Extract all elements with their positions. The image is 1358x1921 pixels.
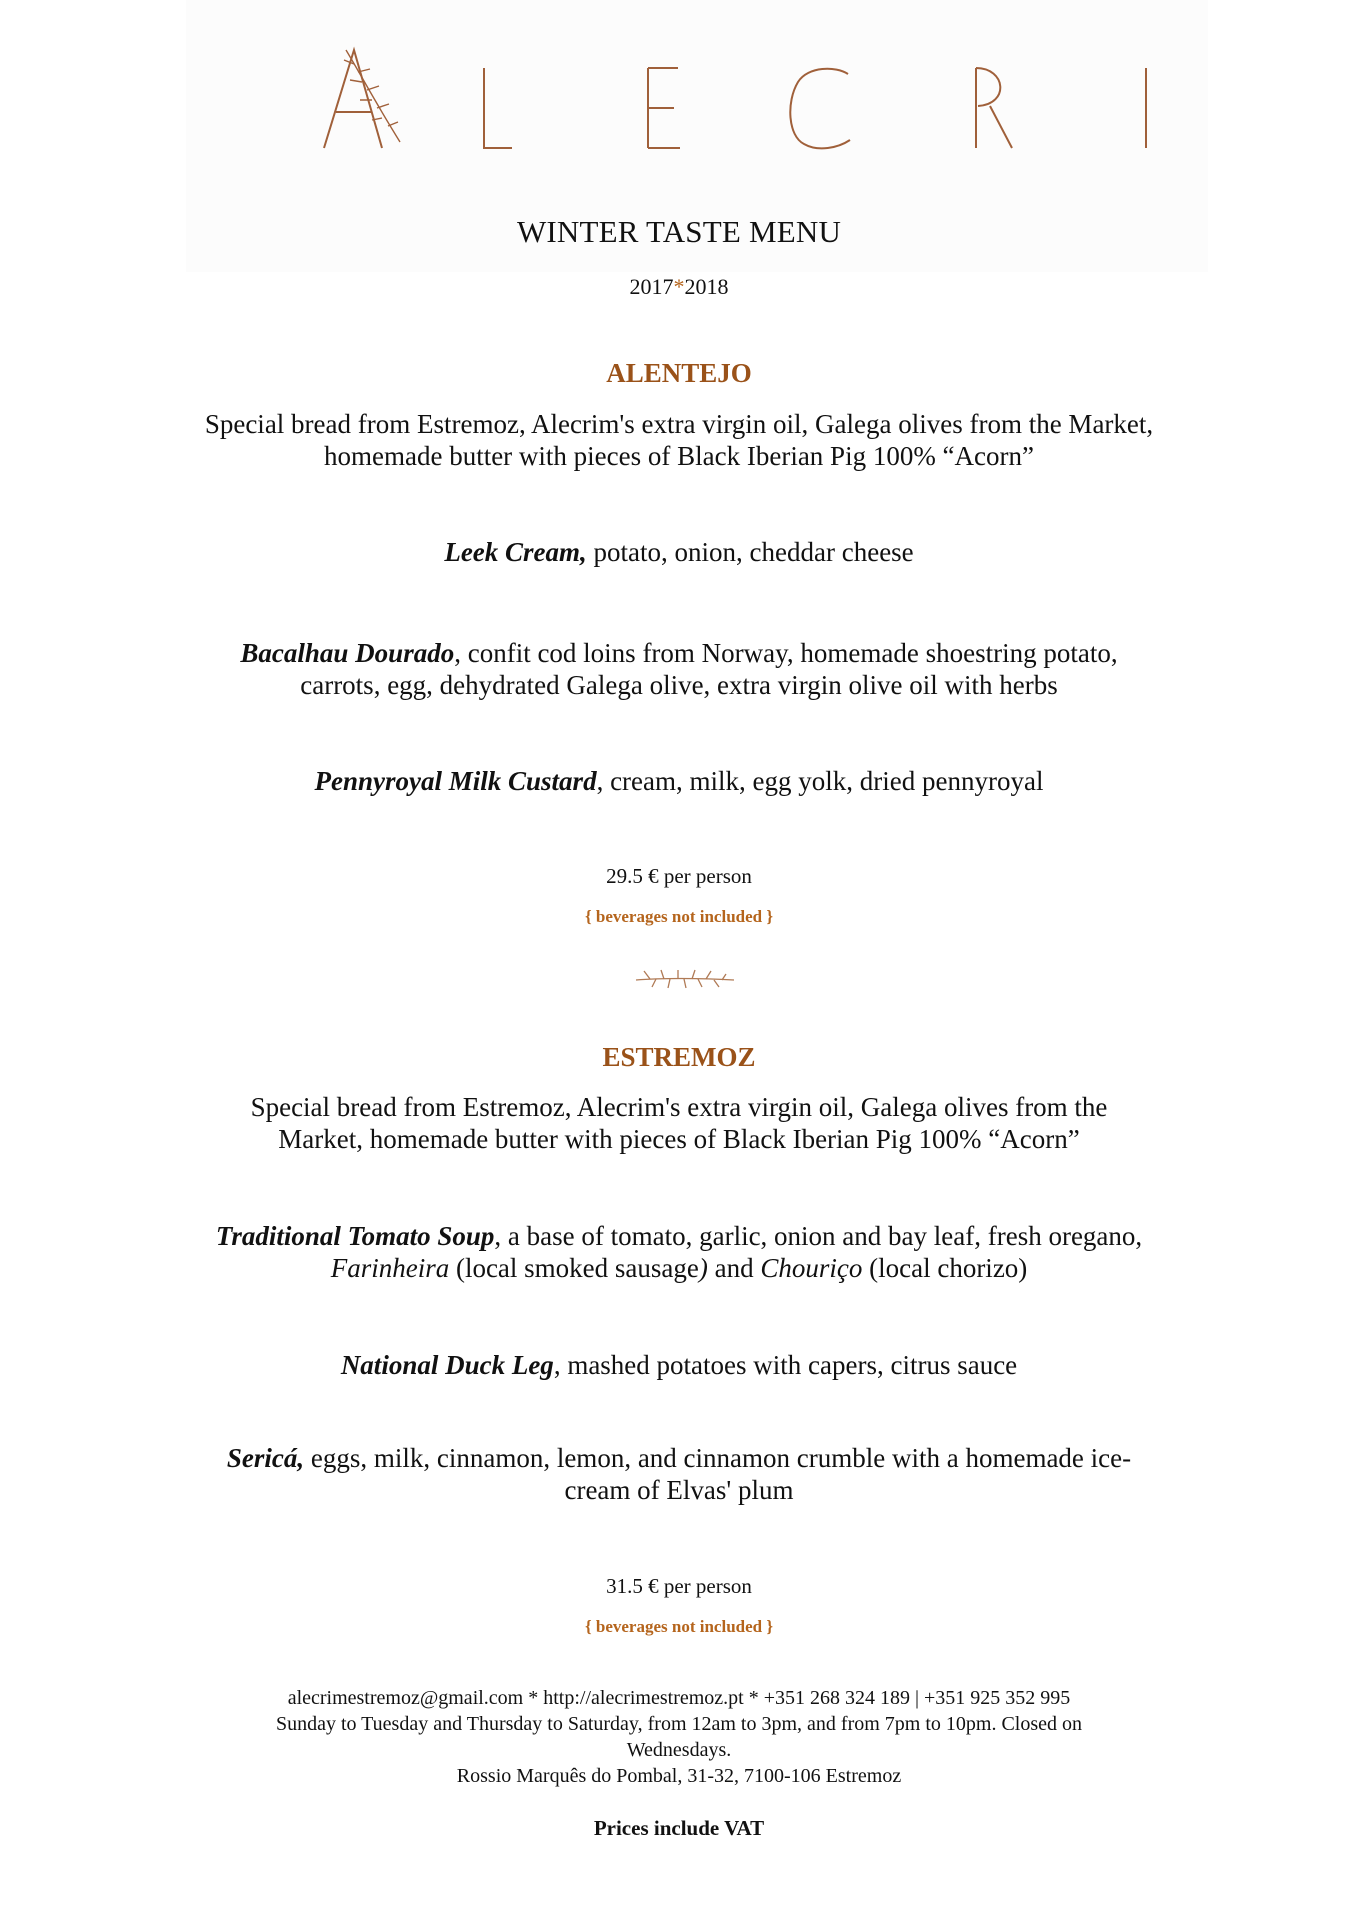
dish-item — [0, 1349, 1358, 1381]
page-title: WINTER TASTE MENU — [516, 214, 842, 249]
dish-desc-line: carrots, egg, dehydrated Galega olive, extra virgin olive oil with herbs — [300, 670, 1058, 700]
bread-line: Special bread from Estremoz, Alecrim's extra virgin oil, Galega olives from the Market, — [204, 409, 1154, 439]
menu-season — [0, 274, 1358, 300]
dish-desc: eggs, milk, cinnamon, lemon, and cinnamon crumble with a homemade ice- — [304, 1443, 1132, 1473]
rosemary-sprig-icon — [630, 958, 740, 1002]
footer-info — [0, 1685, 1358, 1789]
bread-line: homemade butter with pieces of Black Iberian Pig 100% “Acorn” — [323, 441, 1034, 471]
dish-name: Bacalhau Dourado — [240, 638, 455, 668]
dish-term: Farinheira — [330, 1253, 450, 1283]
year-separator: * — [673, 274, 685, 299]
beverages-note: { beverages not included } — [584, 1617, 774, 1636]
dish-desc: , mashed potatoes with capers, citrus sauce — [553, 1350, 1018, 1380]
dish-item — [0, 1442, 1358, 1506]
dish-desc: , cream, milk, egg yolk, dried pennyroyal — [596, 766, 1044, 796]
bread-description — [0, 1091, 1358, 1155]
dish-item — [0, 1220, 1358, 1284]
dish-item — [0, 637, 1358, 701]
dish-desc: potato, onion, cheddar cheese — [586, 537, 914, 567]
dish-name: Pennyroyal Milk Custard — [314, 766, 597, 796]
dish-desc: ) — [698, 1253, 708, 1283]
year-start: 2017 — [629, 274, 674, 299]
dish-term: Chouriço — [760, 1253, 863, 1283]
dish-name: Traditional Tomato Soup — [215, 1221, 495, 1251]
dish-name: Leek Cream, — [444, 537, 587, 567]
dish-item — [0, 765, 1358, 797]
address-line: Rossio Marquês do Pombal, 31-32, 7100-106 Estremoz — [456, 1765, 902, 1787]
year-end: 2018 — [684, 274, 729, 299]
vat-note: Prices include VAT — [593, 1816, 765, 1840]
dish-name: Sericá, — [226, 1443, 305, 1473]
dish-desc: , a base of tomato, garlic, onion and bay leaf, fresh oregano, — [494, 1221, 1143, 1251]
dish-desc: (local chorizo) — [862, 1253, 1028, 1283]
bread-line: Market, homemade butter with pieces of Black Iberian Pig 100% “Acorn” — [278, 1124, 1080, 1154]
menu-price: 29.5 € per person — [606, 864, 752, 888]
dish-item — [0, 536, 1358, 568]
dish-desc-line — [0, 1252, 1358, 1284]
dish-name: National Duck Leg — [340, 1350, 554, 1380]
hours-line: Wednesdays. — [626, 1739, 732, 1761]
contact-line: alecrimestremoz@gmail.com * http://alecrimestremoz.pt * +351 268 324 189 | +351 925 352 995 — [287, 1687, 1071, 1709]
brand-logo — [186, 30, 1208, 160]
dish-desc: (local smoked sausage — [449, 1253, 699, 1283]
bread-line: Special bread from Estremoz, Alecrim's extra virgin oil, Galega olives from the — [250, 1092, 1108, 1122]
section-heading-estremoz: ESTREMOZ — [602, 1042, 756, 1072]
dish-desc: and — [707, 1253, 761, 1283]
beverages-note: { beverages not included } — [584, 907, 774, 926]
menu-price: 31.5 € per person — [606, 1574, 752, 1598]
rosemary-sprig-icon — [344, 50, 400, 142]
dish-desc-line: cream of Elvas' plum — [564, 1475, 794, 1505]
section-heading-alentejo: ALENTEJO — [606, 358, 752, 388]
hours-line: Sunday to Tuesday and Thursday to Saturday, from 12am to 3pm, and from 7pm to 10pm. Closed on — [275, 1713, 1083, 1735]
bread-description — [0, 408, 1358, 472]
dish-desc: , confit cod loins from Norway, homemade shoestring potato, — [454, 638, 1118, 668]
